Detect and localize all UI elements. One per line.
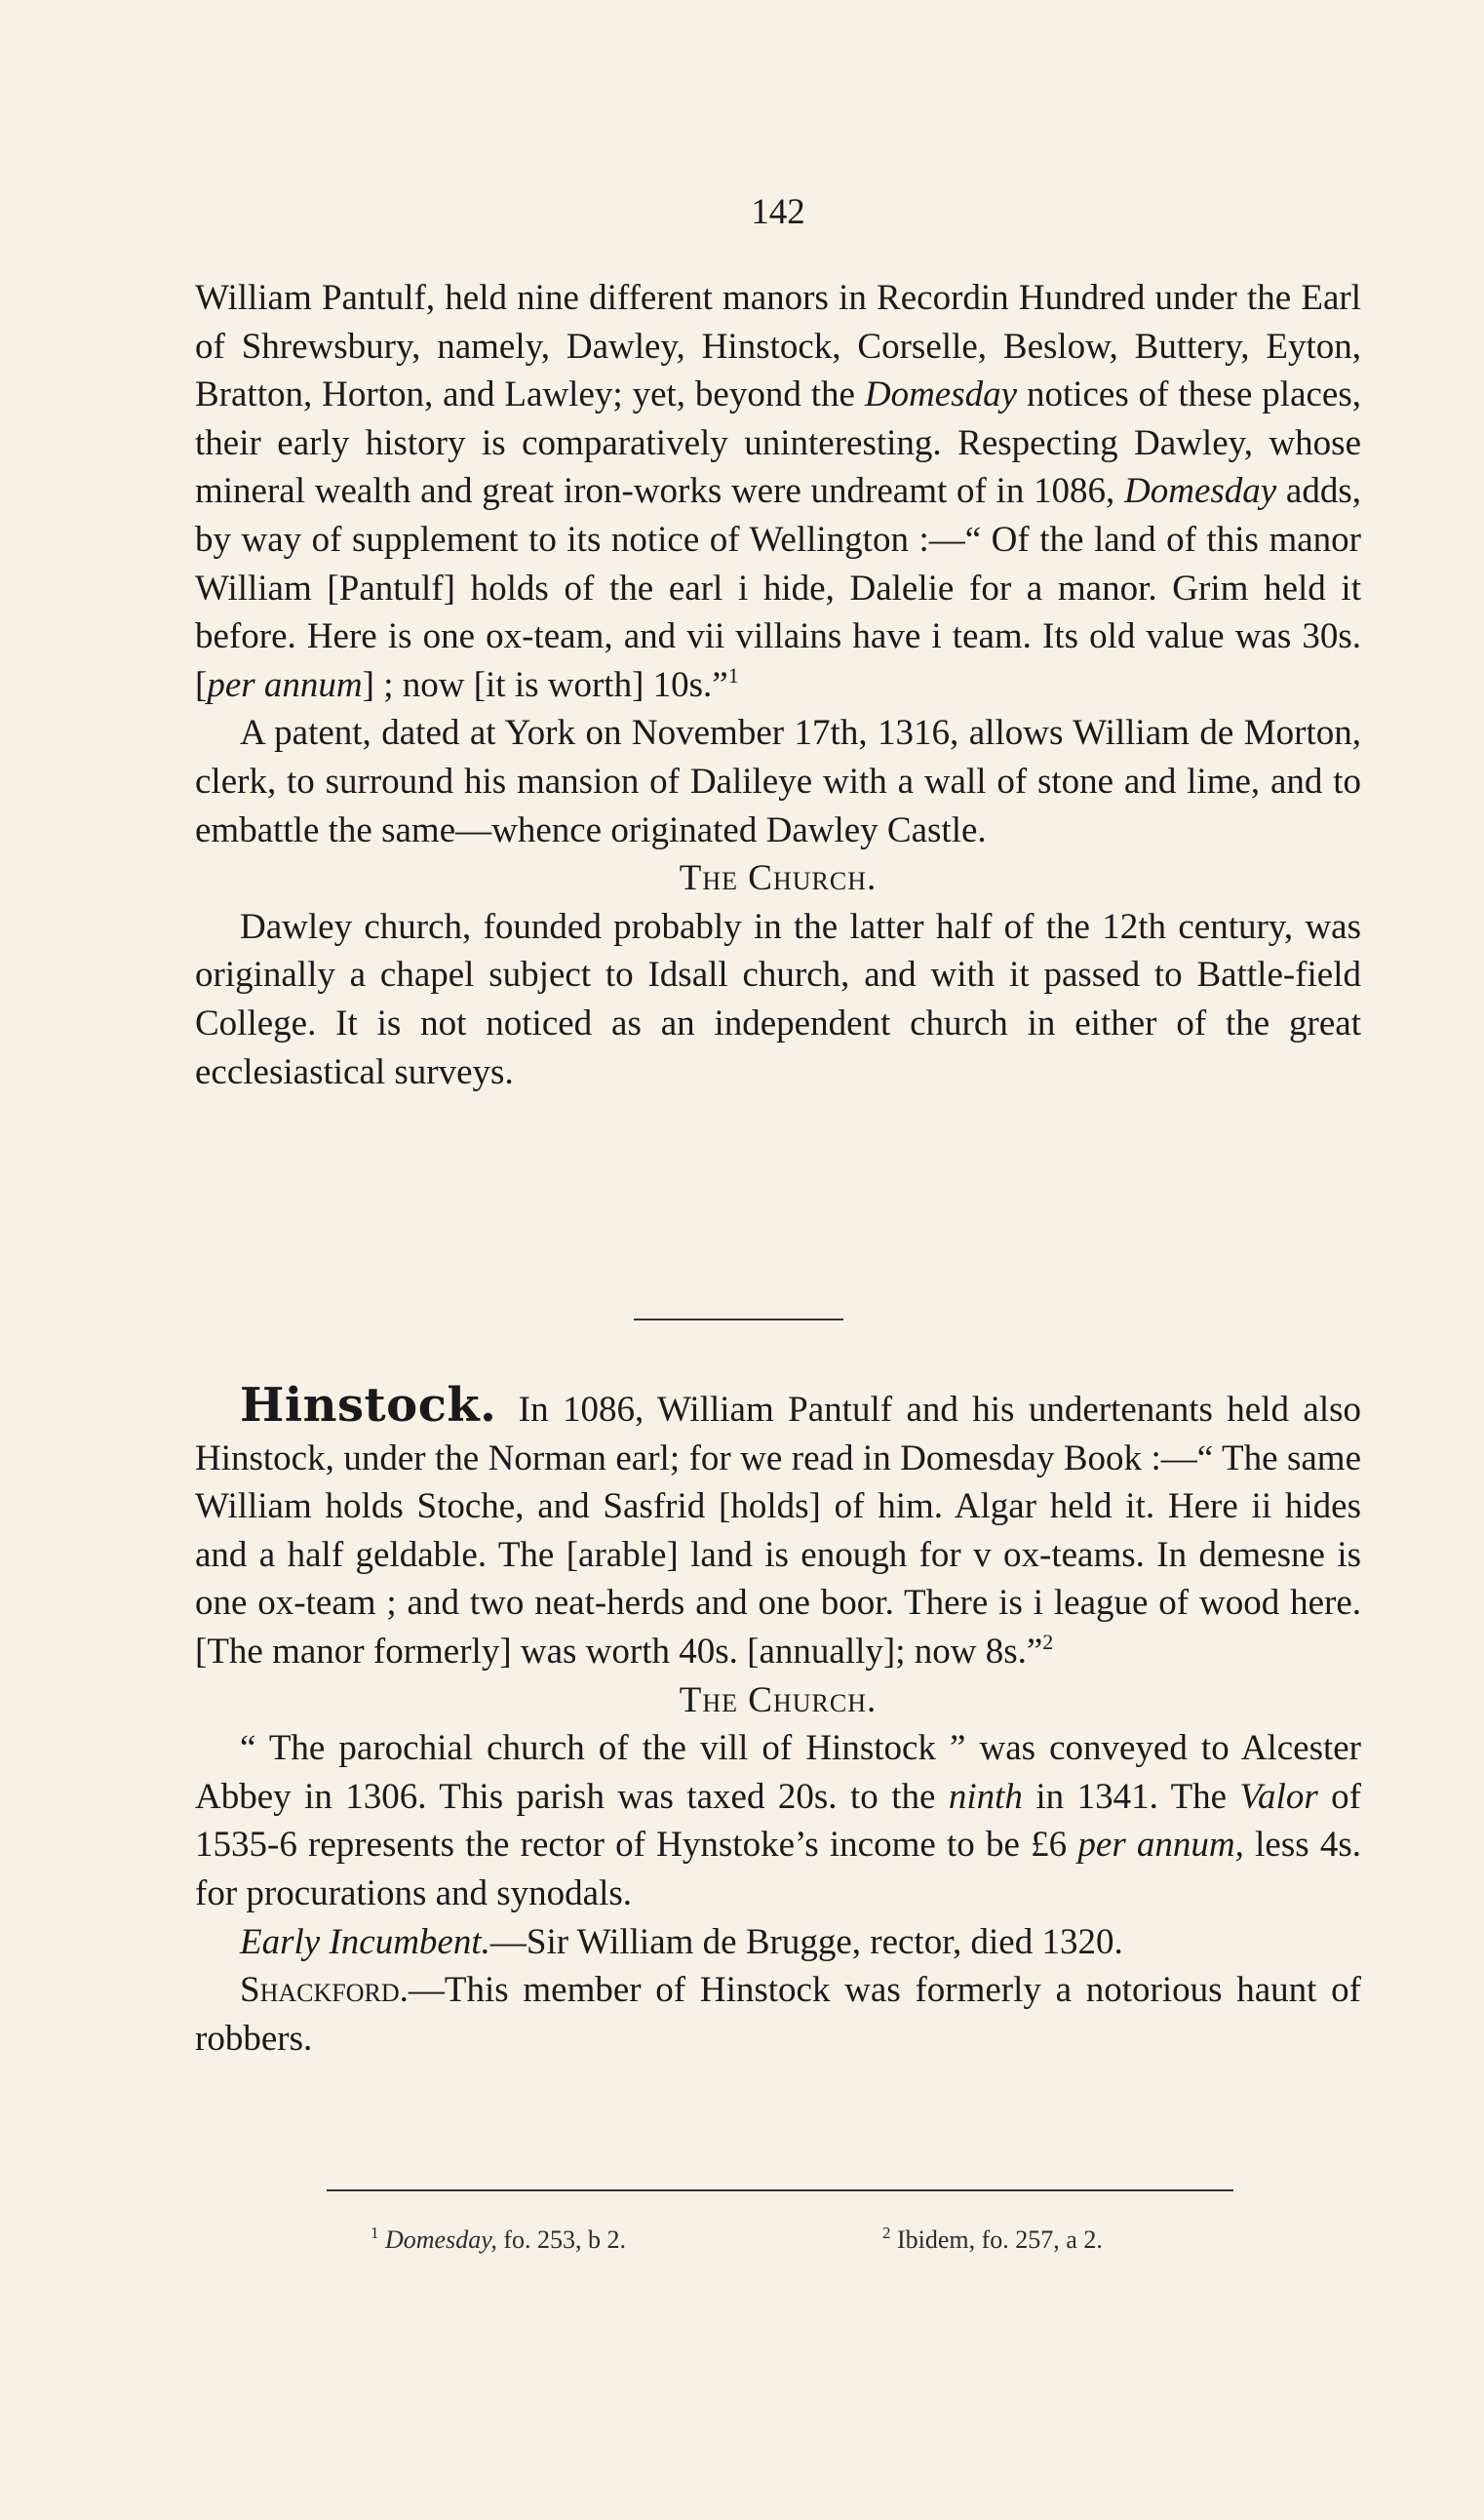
section-divider [634,1319,843,1320]
hinstock-paragraph-1: Hinstock. In 1086, William Pantulf and his undertenants held also Hinstock, under the Norman earl; for we read in Domesday Book :—“ The same William holds Stoche, and Sasfrid [holds] of him. Algar held it. Here ii hides and a half geldable. The [arable] land is enough for v ox-teams. In demesne is one ox-team ; and two neat-herds and one boor. There is i league of wood here. [The manor formerly] was worth 40s. [annually]; now 8s.”$^2$ [195,1378,1361,1672]
dawley-paragraph-1: William Pantulf, held nine different manors in Recordin Hundred under the Earl of Shrewsbury, namely, Dawley, Hinstock, Corselle, Beslow, Buttery, Eyton, Bratton, Horton, and Lawley; yet, beyond the Domesday notices of these places, their early history is comparatively uninteresting. Respecting Dawley, whose mineral wealth and great iron-works were undreamt of in 1086, Domesday adds, by way of supplement to its notice of Wellington :—“ Of the land of this manor William [Pantulf] holds of the earl i hide, Dalelie for a manor. Grim held it before. Here is one ox-team, and vii villains have i team. Its old value was 30s. [per annum] ; now [it is worth] 10s.”$^1$ [195,278,1362,705]
hinstock-paragraph-3: Early Incumbent.—Sir William de Brugge, rector, died 1320. [240,1921,1123,1962]
dawley-paragraph-2: A patent, dated at York on November 17th, 1316, allows William de Morton, clerk, to surround his mansion of Dalileye with a wall of stone and lime, and to embattle the same—whence originated Dawley Castle. [195,713,1361,850]
footnote-ref-1: 1 [727,662,739,688]
dawley-paragraph-3: Dawley church, founded probably in the latter half of the 12th century, was originally a chapel subject to Idsall church, and with it passed to Battle-field College. It is not noticed as an independent church in either of the great ecclesiastical surveys. [195,906,1361,1092]
dawley-section [195,274,1361,1096]
hinstock-church-heading: The Church. [679,1679,878,1720]
footnote-ref-2: 2 [1042,1629,1054,1654]
hinstock-section [195,1378,1361,2063]
dawley-church-heading: The Church. [679,858,878,899]
hinstock-title: Hinstock. [240,1378,497,1433]
book-page [195,0,1361,2520]
footnote-1: $^1$ Domesday, fo. 253, b 2. [371,2224,626,2254]
hinstock-paragraph-2: “ The parochial church of the vill of Hinstock ” was conveyed to Alcester Abbey in 1306. This parish was taxed 20s. to the ninth in 1341. The Valor of 1535-6 represents the rector of Hynstoke’s income to be £6 per annum, less 4s. for procurations and synodals. [195,1728,1361,1913]
footnote-rule [327,2189,1233,2191]
page-number: 142 [751,192,805,232]
footnote-2: $^2$ Ibidem, fo. 257, a 2. [882,2224,1103,2254]
hinstock-paragraph-4: Shackford.—This member of Hinstock was formerly a notorious haunt of robbers. [195,1970,1361,2059]
